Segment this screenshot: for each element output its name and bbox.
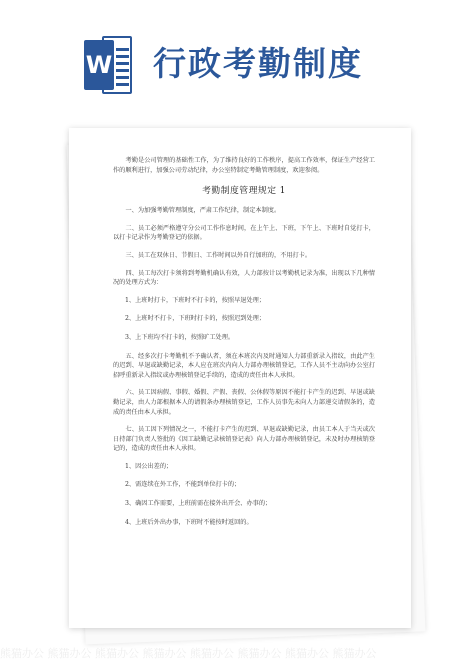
document-heading: 考勤制度管理规定 1 <box>202 186 286 197</box>
paragraph-5: 五、经多次打卡考勤机不予确认者，须在本班次内及时通知人力部重新录入指纹，由此产生的迟到、早退或缺勤记录，本人应在班次内向人力部办理核销登记，工作人员不主动向办公室打招呼重新录入指纹或办理核销登记手续的，造成的责任由本人承担。 <box>113 352 375 379</box>
list-item: 3、上下班均不打卡的，按照旷工处理。 <box>125 333 235 341</box>
document-body <box>113 156 375 536</box>
intro-paragraph: 考勤是公司管理的基础性工作，为了维持良好的工作秩序，提高工作效率，保证生产经营工作的顺利进行，加强公司劳动纪律，办公室特制定考勤管理制度，欢迎参阅。 <box>113 157 375 174</box>
paragraph-7: 七、员工因下列情况之一，不能打卡产生的迟到、早退或缺勤记录，由员工本人于当天或次日持部门负责人签批的《因工缺勤记录核销登记表》向人力部办理核销登记，未及时办理核销登记的，造成的责任由本人承担。 <box>113 426 375 453</box>
paragraph-4: 四、员工每次打卡须将到考勤机确认有效，人力部按计以考勤机记录为准，出现以下几种情况的处理方式为： <box>113 269 375 287</box>
paragraph-6: 六、员工因病假、事假、婚假、产假、丧假、公休假等原因不能打卡产生的迟到、早退或缺勤记录，由人力部根据本人的请假条办理核销登记，工作人员事先未向人力部递交请假条的，造成的责任由本人承担。 <box>113 389 375 416</box>
paragraph-2: 二、员工必须严格遵守分公司工作作息时间，在上午上、下班，下午上、下班时自觉打卡，以打卡记录作为考勤登记的依据。 <box>113 224 375 242</box>
word-document-icon <box>84 36 134 94</box>
document-page <box>69 128 411 628</box>
paragraph-1: 一、为加强考勤管理制度，严肃工作纪律，制定本制度。 <box>125 207 281 215</box>
header <box>0 0 474 125</box>
list-item: 1、因公出差的； <box>125 462 173 470</box>
list-item: 3、确因工作需要，上班前需在接外出开会、办事的； <box>125 500 272 508</box>
list-item: 2、需连续在外工作，不能到单位打卡的； <box>125 481 241 489</box>
page-title: 行政考勤制度 <box>153 44 363 83</box>
list-item: 4、上班后外出办事，下班时不能按时返回的。 <box>125 518 253 526</box>
watermark: 熊猫办公 熊猫办公 熊猫办公 熊猫办公 熊猫办公 熊猫办公 熊猫办公 熊猫办公 <box>0 647 377 660</box>
list-item: 1、上班时打卡，下班时不打卡的，按照早退处理； <box>125 296 266 304</box>
list-item: 2、上班时不打卡，下班时打卡的，按照迟到处理； <box>125 315 266 323</box>
word-logo-tile: W <box>84 40 114 90</box>
paragraph-3: 三、员工在双休日、节假日、工作时间以外自行加班的，不用打卡。 <box>125 251 312 259</box>
